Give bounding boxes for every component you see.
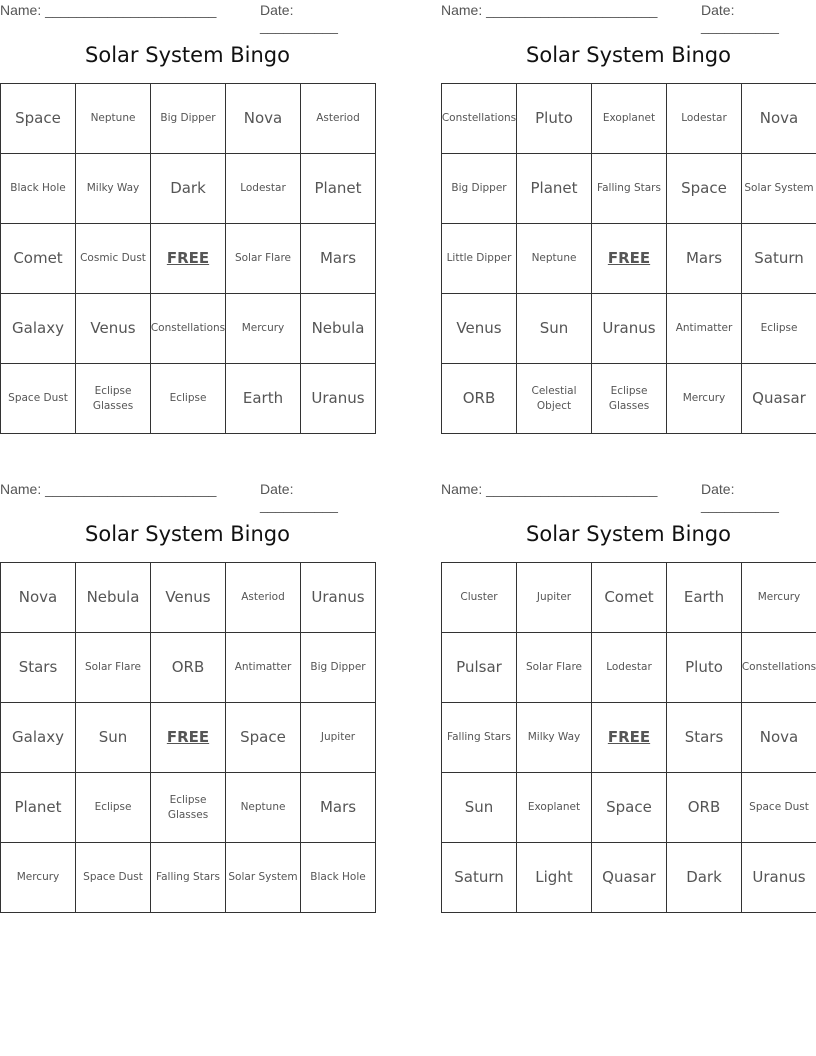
name-label: Name: ______________________ [0,2,217,18]
bingo-cell: Cosmic Dust [76,224,151,294]
date-label: Date: __________ [260,481,338,513]
date-label: Date: __________ [260,2,338,34]
bingo-cell: Solar System [742,154,816,224]
bingo-cell: Uranus [592,294,667,364]
bingo-cell: Sun [76,703,151,773]
bingo-cell: Mercury [226,294,301,364]
bingo-cell: Eclipse Glasses [76,364,151,434]
bingo-cell: Space Dust [742,773,816,843]
bingo-grid [0,83,376,434]
bingo-cell: Nova [742,84,816,154]
date-label: Date: __________ [701,2,779,34]
bingo-cell: Quasar [742,364,816,434]
bingo-cell: Black Hole [301,843,376,913]
card-title: Solar System Bingo [85,522,290,546]
bingo-cell: Mercury [667,364,742,434]
bingo-cell: Constellations [442,84,517,154]
bingo-cell: Cluster [442,563,517,633]
card-title: Solar System Bingo [526,43,731,67]
bingo-cell: Eclipse Glasses [151,773,226,843]
bingo-cell: Eclipse [742,294,816,364]
card-header [441,479,816,513]
bingo-cell: Milky Way [76,154,151,224]
card-title: Solar System Bingo [526,522,731,546]
card-header [0,479,375,513]
bingo-cell: Lodestar [226,154,301,224]
bingo-cell: Space [1,84,76,154]
bingo-cell: Uranus [742,843,816,913]
bingo-cell: Solar Flare [517,633,592,703]
free-space-cell: FREE [151,703,226,773]
bingo-cell: Big Dipper [442,154,517,224]
bingo-cell: Nebula [301,294,376,364]
bingo-cell: Pluto [517,84,592,154]
bingo-cell: Neptune [226,773,301,843]
bingo-cell: Celestial Object [517,364,592,434]
bingo-cell: Neptune [76,84,151,154]
bingo-cell: Black Hole [1,154,76,224]
bingo-cell: Little Dipper [442,224,517,294]
name-label: Name: ______________________ [0,481,217,497]
bingo-cell: Jupiter [517,563,592,633]
bingo-cell: Lodestar [592,633,667,703]
bingo-cell: ORB [442,364,517,434]
bingo-cell: Nova [1,563,76,633]
bingo-cell: Dark [667,843,742,913]
bingo-cell: Sun [442,773,517,843]
bingo-cell: Asteriod [226,563,301,633]
bingo-cell: Nebula [76,563,151,633]
bingo-cell: Asteriod [301,84,376,154]
bingo-cell: Venus [76,294,151,364]
bingo-cell: Galaxy [1,703,76,773]
bingo-grid [441,562,816,913]
card-title: Solar System Bingo [85,43,290,67]
bingo-cell: Eclipse [151,364,226,434]
bingo-cell: Mercury [1,843,76,913]
card-header [441,0,816,34]
bingo-cell: Exoplanet [592,84,667,154]
bingo-cell: Solar Flare [226,224,301,294]
bingo-cell: Pluto [667,633,742,703]
bingo-cell: Planet [517,154,592,224]
card-header [0,0,375,34]
bingo-cell: Comet [1,224,76,294]
bingo-grid [441,83,816,434]
bingo-card-3 [0,479,375,884]
bingo-cell: Planet [1,773,76,843]
bingo-cell: Dark [151,154,226,224]
bingo-cell: Falling Stars [151,843,226,913]
bingo-cell: Sun [517,294,592,364]
free-space-cell: FREE [592,224,667,294]
bingo-cell: Space Dust [76,843,151,913]
bingo-cell: Nova [226,84,301,154]
bingo-cell: Mercury [742,563,816,633]
bingo-cell: Comet [592,563,667,633]
bingo-cell: Constellations [742,633,816,703]
bingo-cell: Venus [442,294,517,364]
bingo-cell: Mars [667,224,742,294]
date-label: Date: __________ [701,481,779,513]
bingo-cell: Jupiter [301,703,376,773]
free-space-cell: FREE [592,703,667,773]
name-label: Name: ______________________ [441,481,658,497]
bingo-grid [0,562,376,913]
bingo-cell: Milky Way [517,703,592,773]
bingo-cell: Antimatter [226,633,301,703]
bingo-cell: Exoplanet [517,773,592,843]
bingo-cell: Nova [742,703,816,773]
bingo-cell: Solar Flare [76,633,151,703]
bingo-cell: Lodestar [667,84,742,154]
bingo-cell: Space [592,773,667,843]
name-label: Name: ______________________ [441,2,658,18]
bingo-cell: Solar System [226,843,301,913]
bingo-cell: Space [226,703,301,773]
bingo-cell: Mars [301,773,376,843]
bingo-cell: Saturn [742,224,816,294]
bingo-cell: Falling Stars [442,703,517,773]
bingo-cell: Space Dust [1,364,76,434]
bingo-card-1 [0,0,375,412]
bingo-cell: Planet [301,154,376,224]
bingo-cell: Falling Stars [592,154,667,224]
bingo-card-2 [441,0,816,412]
bingo-cell: Eclipse [76,773,151,843]
bingo-cell: Stars [1,633,76,703]
bingo-cell: Big Dipper [151,84,226,154]
bingo-cell: Eclipse Glasses [592,364,667,434]
bingo-cell: ORB [667,773,742,843]
bingo-cell: Mars [301,224,376,294]
bingo-cell: Antimatter [667,294,742,364]
bingo-cell: Uranus [301,364,376,434]
bingo-cell: Big Dipper [301,633,376,703]
bingo-cell: Neptune [517,224,592,294]
bingo-cell: Saturn [442,843,517,913]
bingo-cell: Light [517,843,592,913]
bingo-cell: Uranus [301,563,376,633]
bingo-card-4 [441,479,816,887]
bingo-cell: Pulsar [442,633,517,703]
bingo-cell: Quasar [592,843,667,913]
bingo-cell: Galaxy [1,294,76,364]
free-space-cell: FREE [151,224,226,294]
bingo-cell: Venus [151,563,226,633]
bingo-cell: Stars [667,703,742,773]
bingo-cell: Earth [667,563,742,633]
bingo-cell: Constellations [151,294,226,364]
bingo-cell: ORB [151,633,226,703]
bingo-cell: Space [667,154,742,224]
bingo-cell: Earth [226,364,301,434]
